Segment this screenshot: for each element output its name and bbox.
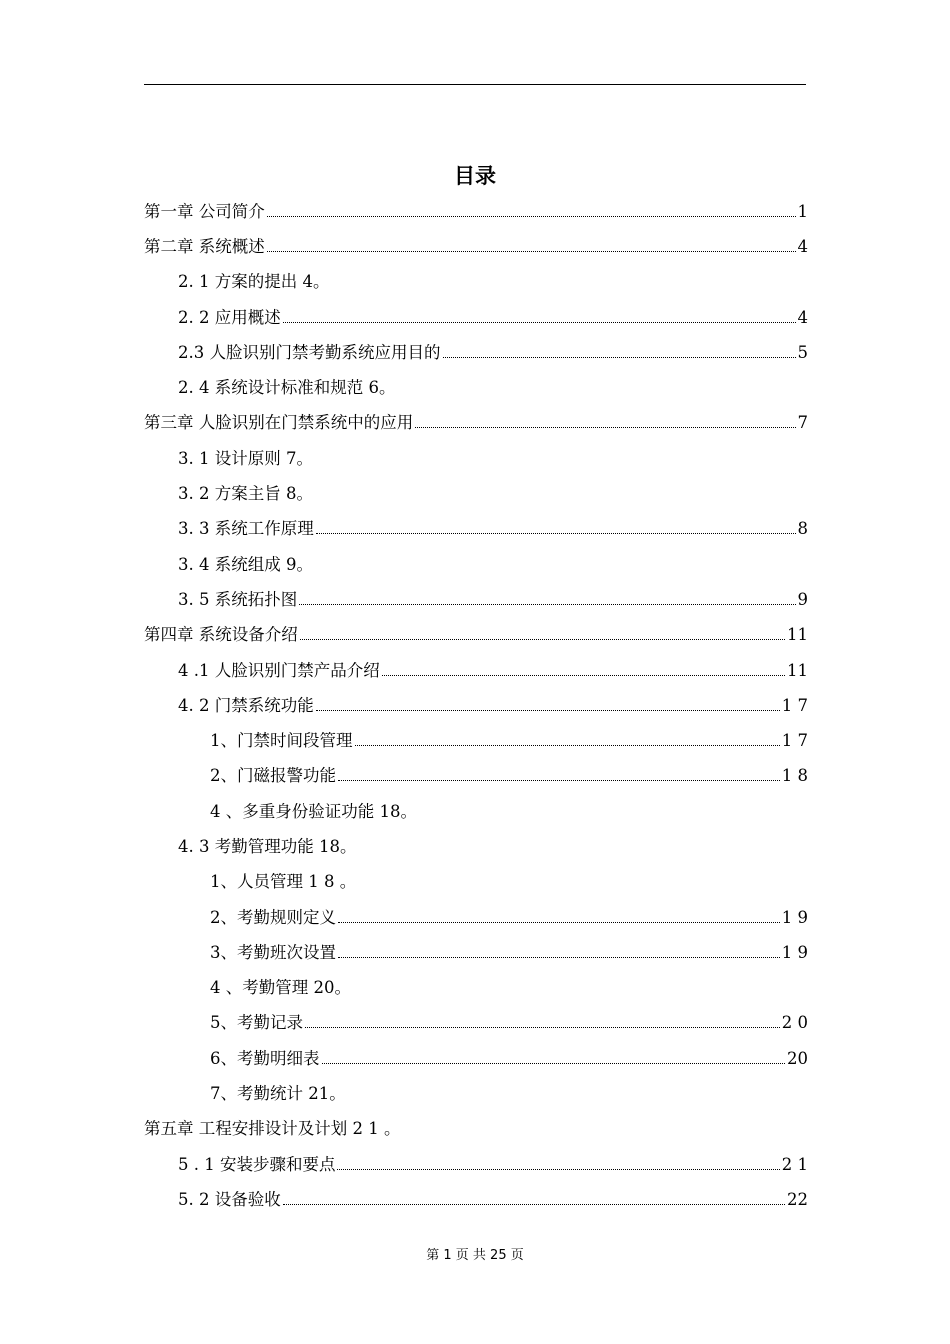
toc-entry[interactable] [144,1004,808,1039]
toc-entry-page-number: 11 [787,660,808,680]
toc-entry-label: 4 、多重身份验证功能 18。 [210,801,417,821]
toc-entry-page-number: 9 [797,589,808,609]
toc-entry[interactable] [144,545,808,580]
dot-leader [267,251,796,252]
toc-entry-page-number: 1 7 [781,695,808,715]
toc-entry[interactable] [144,933,808,968]
toc-entry-page-number: 1 7 [781,731,808,751]
toc-entry-label: 5 . 1 安装步骤和要点 [178,1154,336,1174]
dot-leader [316,710,780,711]
toc-entry-label: 第一章 公司简介 [144,201,265,221]
toc-entry-label: 3. 2 方案主旨 8。 [178,484,313,504]
dot-leader [415,427,795,428]
toc-entry[interactable] [144,510,808,545]
toc-entry[interactable] [144,651,808,686]
toc-entry[interactable] [144,757,808,792]
toc-entry-page-number: 22 [787,1189,808,1209]
toc-title: 目录 [454,164,496,188]
toc-entry-label: 2. 4 系统设计标准和规范 6。 [178,378,396,398]
toc-entry-page-number: 2 0 [781,1013,808,1033]
dot-leader [337,1169,779,1170]
toc-entry-page-number: 7 [797,413,808,433]
toc-entry-page-number: 1 9 [781,907,808,927]
toc-entry[interactable] [144,474,808,509]
dot-leader [267,216,796,217]
toc-entry[interactable] [144,298,808,333]
toc-entry-label: 第四章 系统设备介绍 [144,625,298,645]
toc-entry[interactable] [144,1074,808,1109]
dot-leader [305,1027,780,1028]
dot-leader [443,357,796,358]
header-rule [144,84,806,85]
toc-entry-label: 3. 5 系统拓扑图 [178,589,298,609]
toc-entry-label: 5. 2 设备验收 [178,1189,281,1209]
toc-entry-page-number: 4 [797,236,808,256]
toc-entry-label: 7、考勤统计 21。 [210,1084,346,1104]
toc-entry[interactable] [144,792,808,827]
dot-leader [382,675,785,676]
toc-entry-label: 2. 1 方案的提出 4。 [178,272,330,292]
dot-leader [299,604,795,605]
toc-entry-page-number: 2 1 [781,1154,808,1174]
toc-entry[interactable] [144,227,808,262]
toc-entry[interactable] [144,192,808,227]
toc-entry-page-number: 8 [797,519,808,539]
dot-leader [316,533,796,534]
toc-entry[interactable] [144,898,808,933]
toc-entry-label: 1、人员管理 1 8 。 [210,872,357,892]
toc-entry-label: 4. 3 考勤管理功能 18。 [178,836,357,856]
toc-entry-page-number: 1 8 [781,766,808,786]
toc-entry-label: 第二章 系统概述 [144,236,265,256]
toc-entry[interactable] [144,1145,808,1180]
toc-entry[interactable] [144,1180,808,1215]
toc-entry-page-number: 4 [797,307,808,327]
toc-entry-label: 第五章 工程安排设计及计划 2 1 。 [144,1119,401,1139]
dot-leader [300,639,785,640]
toc-entry-page-number: 5 [797,342,808,362]
toc-entry-label: 2. 2 应用概述 [178,307,281,327]
toc-entry-label: 3. 1 设计原则 7。 [178,448,313,468]
table-of-contents [144,192,808,1216]
toc-entry[interactable] [144,580,808,615]
toc-entry-page-number: 20 [787,1048,808,1068]
toc-entry[interactable] [144,686,808,721]
toc-entry-label: 5、考勤记录 [210,1013,303,1033]
toc-entry-label: 1、门禁时间段管理 [210,731,353,751]
toc-entry[interactable] [144,827,808,862]
toc-entry-page-number: 1 9 [781,942,808,962]
toc-entry-label: 第三章 人脸识别在门禁系统中的应用 [144,413,414,433]
dot-leader [355,745,780,746]
dot-leader [283,322,796,323]
dot-leader [338,922,780,923]
toc-entry[interactable] [144,863,808,898]
toc-entry[interactable] [144,333,808,368]
toc-entry-label: 3. 3 系统工作原理 [178,519,314,539]
toc-entry[interactable] [144,1110,808,1145]
dot-leader [322,1063,786,1064]
dot-leader [338,957,780,958]
toc-entry-label: 2、门磁报警功能 [210,766,336,786]
toc-entry[interactable] [144,404,808,439]
toc-entry-label: 4. 2 门禁系统功能 [178,695,314,715]
toc-entry-label: 3. 4 系统组成 9。 [178,554,313,574]
toc-entry[interactable] [144,439,808,474]
toc-entry-page-number: 1 [797,201,808,221]
page-footer: 第 1 页 共 25 页 [426,1248,524,1263]
toc-entry[interactable] [144,969,808,1004]
dot-leader [283,1204,785,1205]
toc-entry-label: 6、考勤明细表 [210,1048,320,1068]
toc-entry[interactable] [144,1039,808,1074]
toc-entry-label: 2、考勤规则定义 [210,907,336,927]
toc-entry-label: 3、考勤班次设置 [210,942,336,962]
toc-entry[interactable] [144,368,808,403]
toc-entry[interactable] [144,263,808,298]
toc-entry[interactable] [144,721,808,756]
toc-entry[interactable] [144,616,808,651]
toc-entry-page-number: 11 [787,625,808,645]
dot-leader [338,780,780,781]
toc-entry-label: 4 .1 人脸识别门禁产品介绍 [178,660,380,680]
toc-entry-label: 2.3 人脸识别门禁考勤系统应用目的 [178,342,441,362]
toc-entry-label: 4 、考勤管理 20。 [210,978,351,998]
